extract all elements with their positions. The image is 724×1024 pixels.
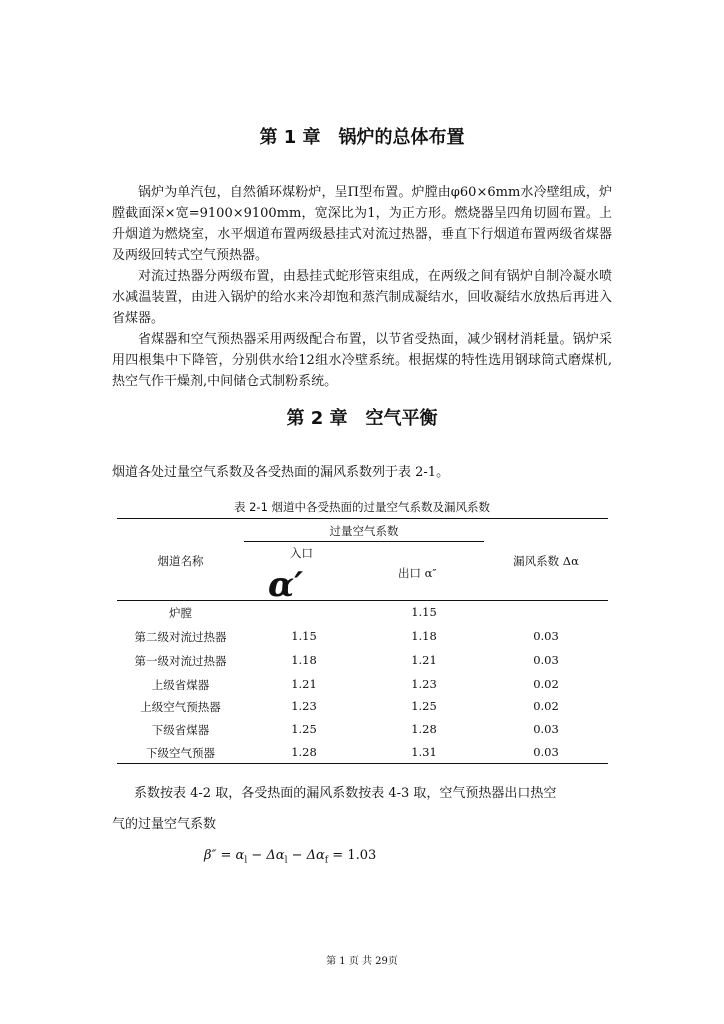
- closing-line-1: 系数按表 4-2 取，各受热面的漏风系数按表 4-3 取，空气预热器出口热空: [134, 786, 557, 801]
- formula-delta2-sub: f: [324, 855, 329, 866]
- row-in: 1.23: [291, 699, 317, 713]
- row-name: 上级省煤器: [151, 678, 210, 692]
- row-in: 1.25: [291, 722, 317, 736]
- row-leak: 0.03: [533, 722, 559, 736]
- formula-alpha: α: [235, 848, 245, 863]
- header-in-symbol: α′: [268, 565, 304, 605]
- row-leak: 0.03: [533, 745, 559, 759]
- formula-delta2: Δα: [306, 848, 325, 863]
- row-in: 1.28: [291, 745, 317, 759]
- header-out: 出口 α″: [398, 566, 437, 580]
- row-leak: 0.03: [533, 653, 559, 667]
- formula-delta1-sub: l: [284, 855, 288, 866]
- row-leak: 0.03: [533, 629, 559, 643]
- formula: $\beta'' = \alpha_l - \Delta\alpha_l - \Delta\alpha_f = 1.03$: [204, 848, 377, 866]
- row-out: 1.31: [411, 745, 437, 759]
- paragraph-3: 省煤器和空气预热器采用两级配合布置，以节省受热面，减少钢材消耗量。锅炉采用四根集中下降管，分别供水给12组水冷壁系统。根据煤的特性选用钢球筒式磨煤机,热空气作干燥剂,中间储仓式制粉系统。: [112, 332, 612, 389]
- formula-lhs: β″: [204, 848, 217, 863]
- chapter1-title: 第 1 章 锅炉的总体布置: [259, 127, 465, 148]
- table-intro: 烟道各处过量空气系数及各受热面的漏风系数列于表 2-1。: [112, 465, 450, 480]
- row-name: 炉膛: [169, 606, 192, 620]
- row-out: 1.23: [411, 677, 437, 691]
- row-in: 1.18: [291, 653, 317, 667]
- page-footer: 第 1 页 共 29页: [326, 956, 398, 967]
- chapter1-body: [112, 182, 612, 392]
- paragraph-1: 锅炉为单汽包，自然循环煤粉炉，呈Π型布置。炉膛由φ60×6mm水冷壁组成，炉膛截面深×宽=9100×9100mm，宽深比为1，为正方形。燃烧器呈四角切圆布置。上升烟道为燃烧室，水平烟道布置两级悬挂式对流过热器，垂直下行烟道布置两级省煤器及两级回转式空气预热器。: [112, 185, 612, 263]
- row-name: 下级空气预器: [146, 746, 215, 760]
- header-name: 烟道名称: [157, 554, 204, 568]
- row-out: 1.28: [411, 722, 437, 736]
- row-out: 1.21: [411, 653, 437, 667]
- formula-delta1: Δα: [266, 848, 285, 863]
- header-group: 过量空气系数: [329, 524, 399, 538]
- row-in: 1.15: [291, 629, 317, 643]
- row-in: 1.21: [291, 677, 317, 691]
- table-header-rule: [117, 600, 608, 601]
- row-name: 第二级对流过热器: [134, 630, 227, 644]
- header-in: 入口: [290, 546, 313, 560]
- closing-line-2: 气的过量空气系数: [112, 817, 217, 832]
- paragraph-2: 对流过热器分两级布置，由悬挂式蛇形管束组成，在两级之间有锅炉自制冷凝水喷水减温装置，由进入锅炉的给水来冷却饱和蒸汽制成凝结水，回收凝结水放热后再进入省煤器。: [112, 269, 612, 326]
- table-group-rule: [244, 541, 484, 542]
- row-name: 第一级对流过热器: [134, 654, 227, 668]
- row-out: 1.15: [411, 605, 437, 619]
- row-name: 上级空气预热器: [140, 700, 221, 714]
- chapter2-title: 第 2 章 空气平衡: [286, 408, 438, 429]
- table-caption: 表 2-1 烟道中各受热面的过量空气系数及漏风系数: [233, 500, 491, 514]
- table-bottom-rule: [117, 763, 608, 764]
- row-out: 1.18: [411, 629, 437, 643]
- row-name: 下级省煤器: [151, 723, 210, 737]
- header-leak: 漏风系数 Δα: [513, 554, 579, 568]
- row-out: 1.25: [411, 699, 437, 713]
- row-leak: 0.02: [533, 677, 559, 691]
- formula-alpha-sub: l: [244, 855, 248, 866]
- row-leak: 0.02: [533, 699, 559, 713]
- formula-result: 1.03: [347, 848, 377, 863]
- table-top-rule: [117, 518, 608, 519]
